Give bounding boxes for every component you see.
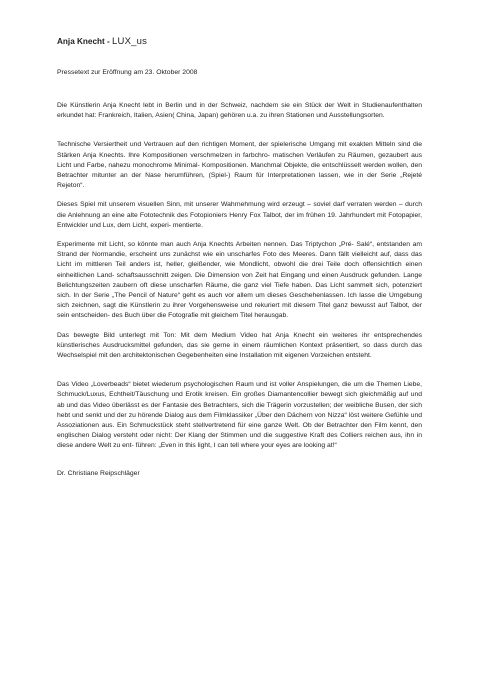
paragraph-loverbeads: Das Video „Loverbeads“ bietet wiederum psychologischen Raum und ist voller Anspielungen, die um die Themen Liebe, Schmuck/Luxus, Echtheit/Täuschung und Erotik kreisen. Ein großes Diamantencollier bewegt sich gleichmäßig auf und ab und das Video überlässt es der Fantasie des Betrachters, sich die Trägerin vorzustellen; der weibliche Busen, der sich hebt und senkt und der zu hörende Dialog aus dem Filmklassiker „Über den Dächern von Nizza“ löst weitere Gefühle und Assoziationen aus. Ein Schmuckstück steht stellvertretend für eine ganze Welt. Ob der Betrachter den Film kennt, den englischen Dialog versteht oder nicht: Der Klang der Stimmen und die suggestive Kraft des Colliers reichen aus, ihn in diese andere Welt zu ent- führen: „Even in this light, I can tell where your eyes are looking at!“ [57,381,422,450]
paragraph-light-experiments: Experimente mit Licht, so könnte man auch Anja Knechts Arbeiten nennen. Das Triptychon „Pré- Salé“, entstanden am Strand der Normandie, erscheint uns zunächst wie ein unscharfes Foto des Meeres. Dann fällt vielleicht auf, dass das Licht im mittleren Teil anders ist, heller, gleißender, wie Mondlicht, obwohl die drei Teile doch offensichtlich einen einheitlichen Land- schaftsausschnitt zeigen. Die Dimension von Zeit hat Eingang und einen Ausdruck gefunden. Lange Belichtungszeiten zaubern oft diese unscharfen Räume, die ganz viel Tiefe haben. Das Licht sammelt sich, potenziert sich. In der Serie „The Pencil of Nature“ geht es auch vor allem um dieses Geschehenlassen. Ich lasse die Umgebung sich zeichnen, sagt die Künstlerin zu ihrer Vorgehensweise und rekuriert mit diesem Titel ganz bewusst auf Talbot, der sein entscheiden- des Buch über die Fotografie mit gleichem Titel herausgab. [57,241,422,320]
artist-name: Anja Knecht - [57,37,113,46]
paragraph-intro: Die Künstlerin Anja Knecht lebt in Berlin und in der Schweiz, nachdem sie ein Stück der Welt in Studienaufenthalten erkundet hat: Frankreich, Italien, Asien( China, Japan) gehören u.a. zu ihren Stationen und Ausstellungsorten. [57,102,422,120]
document-body [57,101,422,479]
exhibition-title: LUX_us [112,36,148,47]
paragraph-technique: Technische Versiertheit und Vertrauen auf den richtigen Moment, der spielerische Umgang mit exakten Mitteln sind die Stärken Anja Knechts. Ihre Kompositionen verschmelzen in farbchro- matischen Verläufen zu Räumen, gezaubert aus Licht und Farbe, nahezu monochrome Minimal- Kompositionen. Manchmal Objekte, die entschlüsselt werden wollen, den Betrachter mitunter an der Nase herumführen, (Spiel-) Raum für Interpretationen lassen, wie in der Serie „Rejeté Rejeton“. [57,141,422,190]
paragraph-talbot: Dieses Spiel mit unserem visuellen Sinn, mit unserer Wahrnehmung wird erzeugt – soviel darf verraten werden – durch die Anlehnung an eine alte Fototechnik des Fotopioniers Henry Fox Talbot, der im frühen 19. Jahrhundert mit Fotopapier, Entwickler und Lux, dem Licht, experi- mentierte. [57,201,422,229]
press-release-subtitle: Pressetext zur Eröffnung am 23. Oktober 2008 [57,69,198,76]
document-header [57,36,147,47]
author-signature: Dr. Christiane Reipschläger [57,469,140,477]
paragraph-video: Das bewegte Bild unterlegt mit Ton: Mit dem Medium Video hat Anja Knecht ein weiteres ihr entsprechendes künstlerisches Ausdrucksmittel gefunden, das sie gerne in einem räumlichen Kontext präsentiert, so dass durch das Wechselspiel mit den architektonischen Gegebenheiten eine Installation mit eigenen Vorzeichen entsteht. [57,331,422,360]
